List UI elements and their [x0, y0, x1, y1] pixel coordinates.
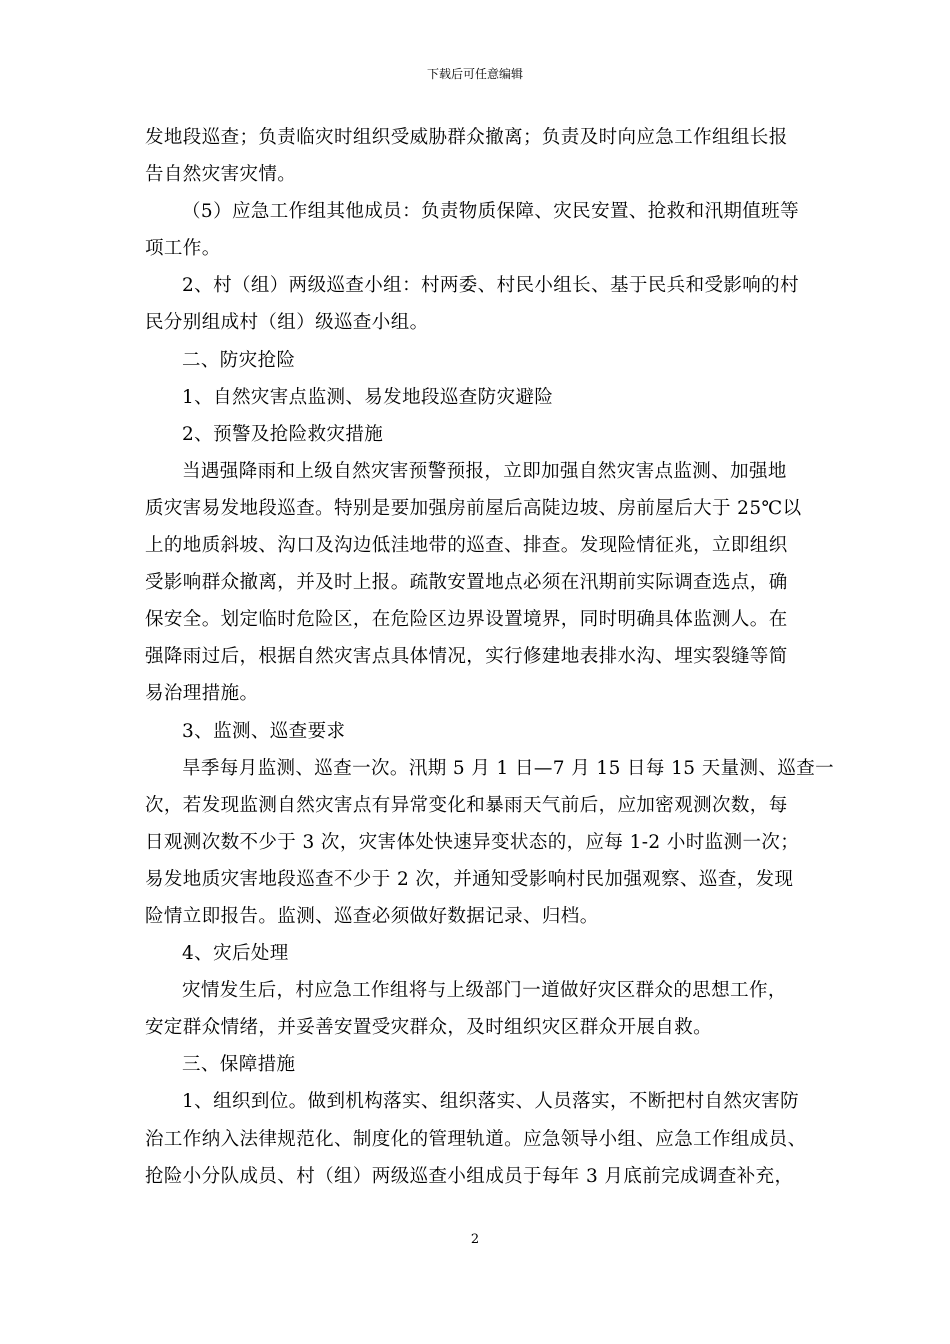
text-line: 保安全。划定临时危险区，在危险区边界设置境界，同时明确具体监测人。在 — [145, 609, 788, 631]
section-heading: 三、保障措施 — [182, 1054, 296, 1076]
subsection-heading: 4、灾后处理 — [182, 943, 289, 965]
section-heading: 二、防灾抢险 — [182, 349, 296, 371]
text-line: 告自然灾害灾情。 — [145, 164, 297, 186]
text-line: （5）应急工作组其他成员：负责物质保障、灾民安置、抢救和汛期值班等 — [182, 201, 799, 223]
subsection-heading: 2、预警及抢险救灾措施 — [182, 423, 384, 445]
page-header: 下载后可任意编辑 — [426, 67, 523, 81]
text-line: 项工作。 — [145, 238, 221, 260]
text-line: 受影响群众撤离，并及时上报。疏散安置地点必须在汛期前实际调查选点，确 — [145, 572, 788, 594]
text-line: 易发地质灾害地段巡查不少于 2 次，并通知受影响村民加强观察、巡查，发现 — [145, 868, 794, 890]
text-line: 民分别组成村（组）级巡查小组。 — [145, 312, 429, 334]
text-line: 发地段巡查；负责临灾时组织受威胁群众撤离；负责及时向应急工作组组长报 — [145, 127, 788, 148]
subsection-heading: 3、监测、巡查要求 — [182, 720, 346, 742]
text-line: 2、村（组）两级巡查小组：村两委、村民小组长、基于民兵和受影响的村 — [182, 275, 799, 297]
text-line: 灾情发生后，村应急工作组将与上级部门一道做好灾区群众的思想工作， — [182, 980, 787, 1002]
text-line: 上的地质斜坡、沟口及沟边低洼地带的巡查、排查。发现险情征兆，立即组织 — [145, 535, 788, 557]
text-line: 当遇强降雨和上级自然灾害预警预报，立即加强自然灾害点监测、加强地 — [182, 460, 787, 482]
text-line: 易治理措施。 — [145, 683, 259, 705]
text-line: 旱季每月监测、巡查一次。汛期 5 月 1 日—7 月 15 日每 15 天量测、巡查一 — [182, 757, 835, 779]
text-line: 安定群众情绪，并妥善安置受灾群众，及时组织灾区群众开展自救。 — [145, 1017, 713, 1039]
text-line: 险情立即报告。监测、巡查必须做好数据记录、归档。 — [145, 905, 599, 927]
page-number: 2 — [470, 1232, 480, 1247]
text-line: 强降雨过后，根据自然灾害点具体情况，实行修建地表排水沟、埋实裂缝等简 — [145, 646, 788, 668]
text-line: 1、组织到位。做到机构落实、组织落实、人员落实，不断把村自然灾害防 — [182, 1091, 799, 1113]
text-line: 治工作纳入法律规范化、制度化的管理轨道。应急领导小组、应急工作组成员、 — [145, 1128, 807, 1150]
document-body — [145, 119, 835, 1195]
text-line: 抢险小分队成员、村（组）两级巡查小组成员于每年 3 月底前完成调查补充， — [145, 1165, 794, 1187]
text-line: 日观测次数不少于 3 次，灾害体处快速异变状态的，应每 1-2 小时监测一次； — [145, 831, 800, 853]
subsection-heading: 1、自然灾害点监测、易发地段巡查防灾避险 — [182, 386, 554, 408]
text-line: 质灾害易发地段巡查。特别是要加强房前屋后高陡边坡、房前屋后大于 25℃以 — [145, 497, 802, 519]
text-line: 次，若发现监测自然灾害点有异常变化和暴雨天气前后，应加密观测次数，每 — [145, 794, 788, 816]
